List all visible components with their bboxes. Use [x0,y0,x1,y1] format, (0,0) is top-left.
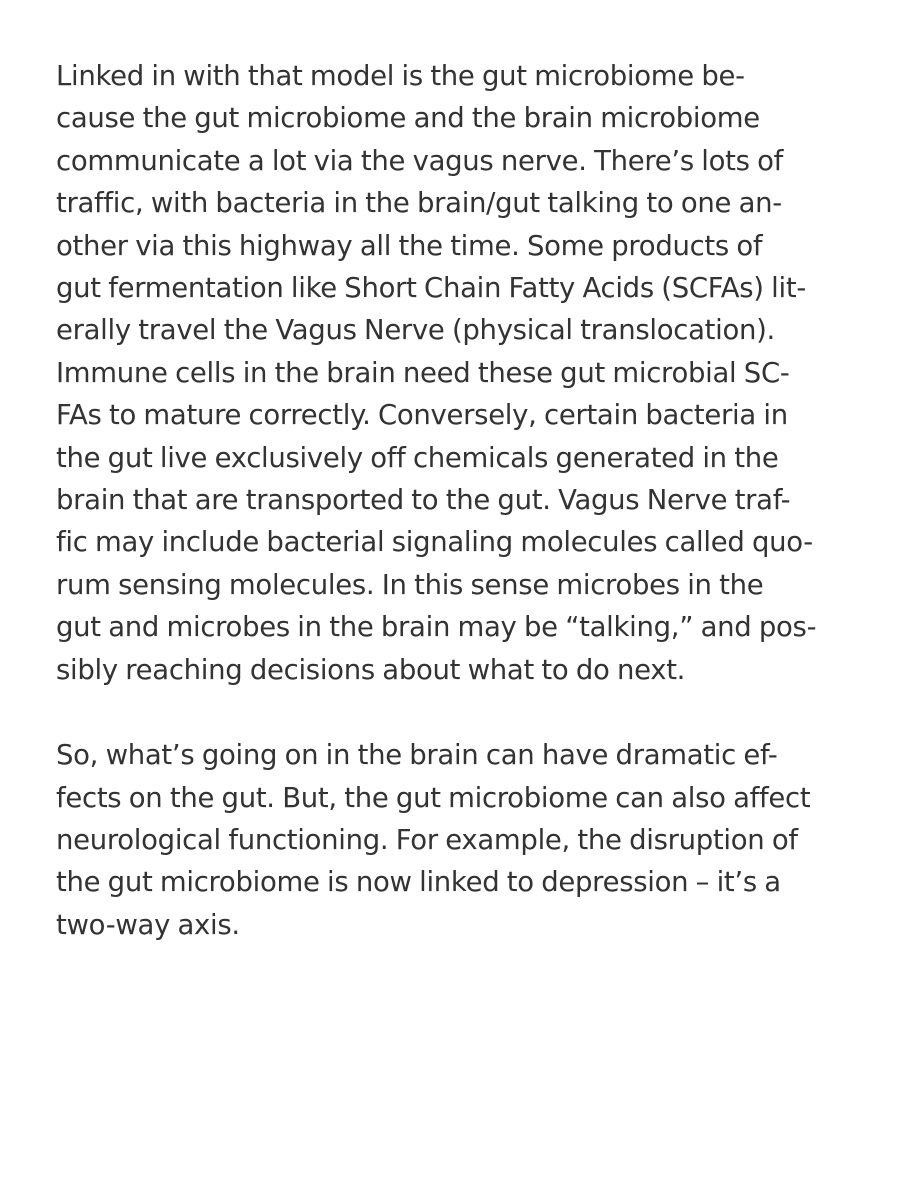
text-line: communicate a lot via the vagus nerve. There’s lots of [56,144,784,177]
text-line: fects on the gut. But, the gut microbiome can also affect [56,781,811,814]
text-line: cause the gut microbiome and the brain microbiome [56,102,760,135]
text-line: other via this highway all the time. Some products of [56,229,763,262]
text-line: erally travel the Vagus Nerve (physical translocation). [56,314,775,347]
article-body [56,55,886,946]
text-line: Immune cells in the brain need these gut microbial SC- [56,356,790,389]
text-line: Linked in with that model is the gut microbiome be- [56,60,745,92]
paragraph-gut-brain-communication [56,55,886,691]
text-line: brain that are transported to the gut. Vagus Nerve traf- [56,484,791,517]
text-line: rum sensing molecules. In this sense microbes in the [56,568,764,601]
text-line: fic may include bacterial signaling molecules called quo- [56,526,813,559]
text-line: two-way axis. [56,908,240,941]
text-line: sibly reaching decisions about what to do next. [56,653,686,686]
text-line: traffic, with bacteria in the brain/gut talking to one an- [56,187,782,220]
text-line: the gut live exclusively off chemicals generated in the [56,441,779,474]
text-line: So, what’s going on in the brain can have dramatic ef- [56,739,778,772]
paragraph-two-way-axis [56,734,886,946]
text-line: FAs to mature correctly. Conversely, certain bacteria in [56,399,788,432]
text-line: gut and microbes in the brain may be “talking,” and pos- [56,611,817,644]
text-line: gut fermentation like Short Chain Fatty Acids (SCFAs) lit- [56,272,806,305]
text-line: neurological functioning. For example, the disruption of [56,823,798,856]
text-line: the gut microbiome is now linked to depression – it’s a [56,866,781,899]
